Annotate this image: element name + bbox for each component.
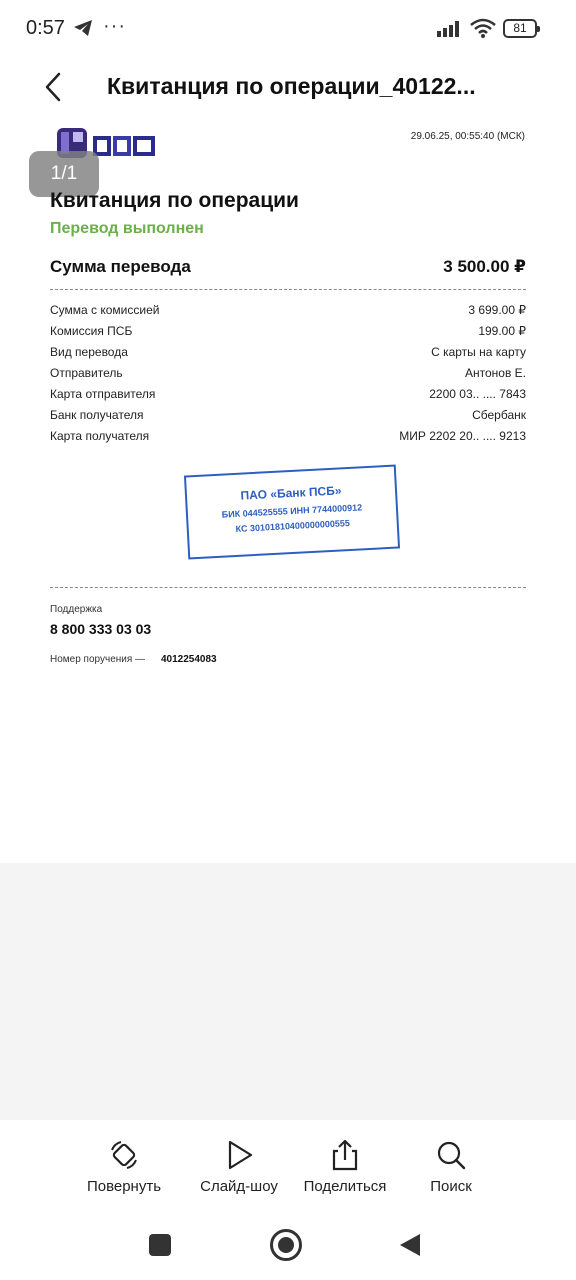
detail-row (50, 363, 526, 384)
share-button[interactable] (295, 1138, 395, 1195)
detail-value: 2200 03.. .... 7843 (429, 387, 526, 401)
rotate-label: Повернуть (86, 1178, 162, 1195)
recent-apps-button[interactable] (149, 1234, 171, 1256)
slideshow-label: Слайд-шоу (200, 1178, 278, 1195)
receipt-title: Квитанция по операции (50, 189, 299, 212)
share-label: Поделиться (303, 1178, 387, 1195)
header (0, 58, 576, 116)
order-label: Номер поручения — (50, 654, 146, 665)
detail-label: Банк получателя (50, 408, 144, 422)
detail-value: С карты на карту (431, 345, 526, 359)
search-button[interactable] (401, 1138, 501, 1195)
more-notifications-icon: ··· (103, 15, 126, 37)
detail-row (50, 384, 526, 405)
search-label: Поиск (430, 1178, 472, 1195)
search-icon (434, 1138, 468, 1172)
detail-label: Отправитель (50, 366, 123, 380)
rotate-button[interactable] (74, 1138, 174, 1195)
detail-label: Карта отправителя (50, 387, 156, 401)
details-list (50, 300, 526, 447)
telegram-icon (73, 19, 93, 37)
detail-value: 3 699.00 ₽ (468, 303, 526, 317)
detail-row (50, 426, 526, 447)
support-phone: 8 800 333 03 03 (50, 621, 152, 637)
stamp-bik-inn: БИК 044525555 ИНН 7744000912 (221, 502, 363, 520)
detail-label: Сумма с комиссией (50, 303, 160, 317)
sum-label: Сумма перевода (50, 257, 191, 276)
viewer-background (0, 863, 576, 1120)
support-label: Поддержка (50, 604, 103, 615)
rotate-icon (107, 1138, 141, 1172)
back-arrow-icon (44, 72, 62, 102)
play-icon (222, 1138, 256, 1172)
detail-row (50, 321, 526, 342)
nav-back-icon[interactable] (398, 1232, 422, 1258)
page-title: Квитанция по операции_40122... (107, 73, 476, 99)
slideshow-button[interactable] (189, 1138, 289, 1195)
detail-row (50, 300, 526, 321)
detail-value: 199.00 ₽ (478, 324, 526, 338)
stamp-bank-name: ПАО «Банк ПСБ» (240, 483, 342, 503)
system-nav-bar (0, 1210, 576, 1280)
page-indicator: 1/1 (29, 151, 99, 197)
detail-row (50, 342, 526, 363)
share-icon (328, 1138, 362, 1172)
battery-icon: 81 (503, 19, 537, 38)
back-button[interactable] (36, 70, 70, 104)
detail-label: Карта получателя (50, 429, 150, 443)
document-preview[interactable] (0, 118, 576, 863)
status-time: 0:57 (26, 17, 65, 39)
bottom-toolbar (0, 1120, 576, 1210)
wifi-icon (470, 17, 496, 39)
detail-value: Антонов Е. (464, 366, 526, 380)
divider (50, 587, 526, 588)
bank-stamp (184, 465, 400, 560)
detail-label: Комиссия ПСБ (50, 324, 133, 338)
home-button[interactable] (270, 1229, 302, 1261)
order-number: 4012254083 (161, 654, 217, 665)
detail-value: Сбербанк (472, 408, 526, 422)
transfer-status: Перевод выполнен (50, 220, 204, 237)
signal-icon (437, 19, 463, 37)
status-bar (0, 0, 576, 58)
detail-label: Вид перевода (50, 345, 128, 359)
detail-value: МИР 2202 20.. .... 9213 (399, 429, 526, 443)
receipt-date: 29.06.25, 00:55:40 (МСК) (410, 131, 525, 142)
stamp-ks: КС 30101810400000000555 (235, 517, 351, 534)
sum-value: 3 500.00 ₽ (443, 257, 526, 276)
detail-row (50, 405, 526, 426)
divider (50, 289, 526, 290)
